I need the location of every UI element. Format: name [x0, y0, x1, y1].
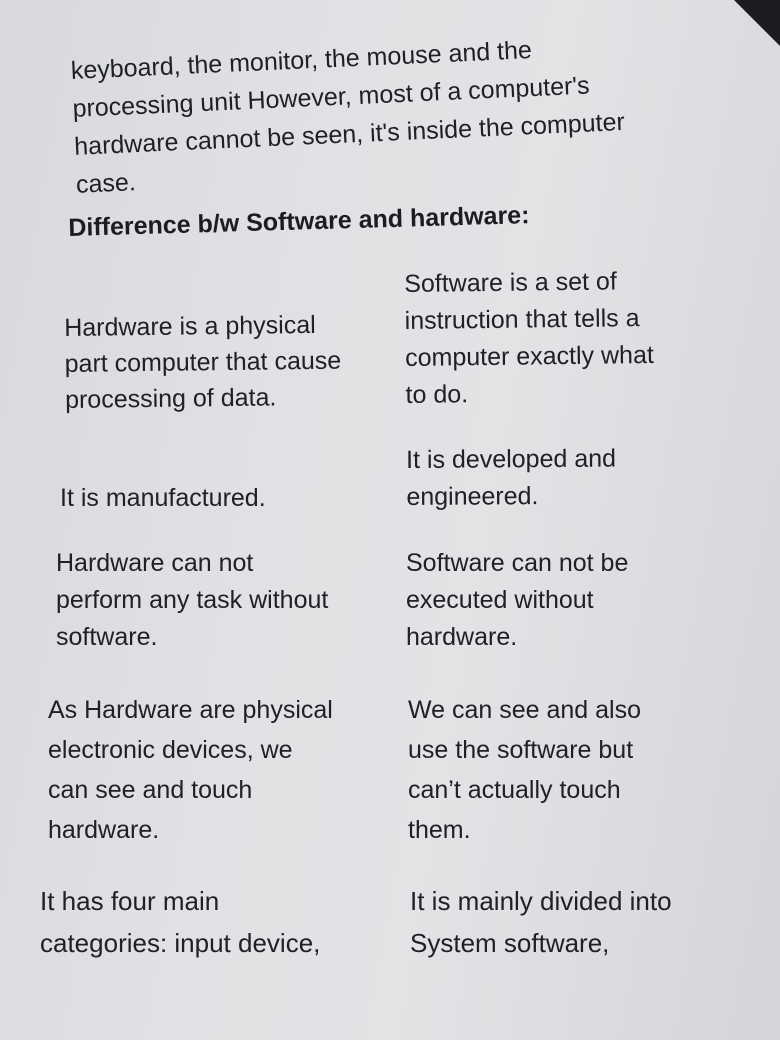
software-line: System software, [410, 928, 610, 958]
intro-line: keyboard, the monitor, the mouse and the [70, 36, 533, 85]
software-line: them. [408, 816, 471, 844]
software-cell [404, 263, 655, 414]
software-line: to do. [405, 380, 469, 409]
software-line: executed without [406, 586, 594, 614]
hardware-line: software. [56, 623, 158, 651]
software-line: can’t actually touch [408, 776, 621, 804]
hardware-line: can see and touch [48, 776, 253, 804]
intro-line: case. [75, 168, 137, 199]
intro-line: hardware cannot be seen, it's inside the computer [73, 107, 626, 161]
hardware-line: Hardware can not [56, 549, 254, 577]
background-shadow [734, 0, 780, 46]
hardware-cell [64, 307, 342, 418]
section-heading: Difference b/w Software and hardware: [68, 201, 530, 242]
software-line: hardware. [406, 623, 518, 651]
hardware-line: electronic devices, we [48, 736, 293, 764]
software-cell [408, 690, 641, 850]
software-cell [410, 880, 672, 964]
hardware-line: Hardware is a physical [64, 310, 316, 342]
software-line: We can see and also [408, 696, 642, 724]
software-line: It is mainly divided into [410, 886, 672, 916]
hardware-cell [48, 690, 333, 850]
software-line: Software can not be [406, 549, 629, 577]
intro-line: processing unit However, most of a computer's [71, 71, 591, 123]
hardware-line: It is manufactured. [60, 484, 266, 512]
software-cell [406, 441, 616, 516]
hardware-cell [40, 880, 320, 964]
hardware-line: perform any task without [56, 586, 329, 614]
software-line: computer exactly what [404, 340, 654, 372]
hardware-line: processing of data. [64, 383, 277, 414]
software-line: instruction that tells a [404, 304, 640, 335]
hardware-line: categories: input device, [40, 928, 321, 958]
hardware-cell [60, 480, 266, 516]
software-line: use the software but [408, 736, 634, 764]
hardware-line: hardware. [48, 816, 160, 844]
intro-paragraph [70, 27, 627, 204]
hardware-line: It has four main [40, 886, 220, 916]
hardware-cell [56, 545, 328, 656]
software-line: engineered. [406, 482, 539, 511]
software-line: Software is a set of [404, 267, 617, 298]
software-line: It is developed and [406, 444, 617, 474]
hardware-line: As Hardware are physical [48, 696, 333, 724]
hardware-line: part computer that cause [64, 346, 342, 378]
software-cell [406, 545, 628, 656]
